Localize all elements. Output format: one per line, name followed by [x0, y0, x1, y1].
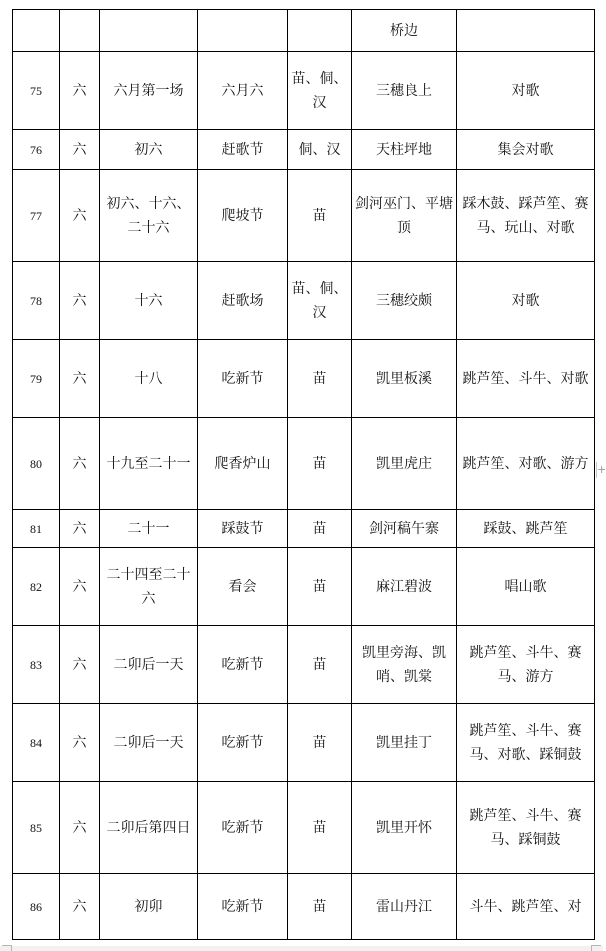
cell-no: 81 [13, 510, 60, 548]
cell-ethnic: 苗 [288, 874, 352, 940]
cell-date: 初六、十六、二十六 [100, 170, 198, 262]
cell-activity: 跳芦笙、斗牛、赛马、踩铜鼓 [457, 782, 595, 874]
cell-location: 雷山丹江 [352, 874, 457, 940]
table-row-85 [13, 782, 595, 874]
cell-activity: 对歌 [457, 52, 595, 130]
cell-activity: 跳芦笙、斗牛、赛马、对歌、踩铜鼓 [457, 704, 595, 782]
cell-date: 初六 [100, 130, 198, 170]
cell-date: 二卯后一天 [100, 704, 198, 782]
cell-ethnic: 苗、侗、汉 [288, 52, 352, 130]
table-row-75 [13, 52, 595, 130]
cell-no: 86 [13, 874, 60, 940]
cell-no: 82 [13, 548, 60, 626]
cell-ethnic: 苗 [288, 340, 352, 418]
cell-activity: 唱山歌 [457, 548, 595, 626]
cell-location: 剑河巫门、平塘顶 [352, 170, 457, 262]
cell-no: 85 [13, 782, 60, 874]
cell-festival: 吃新节 [198, 340, 288, 418]
cell-month: 六 [60, 626, 100, 704]
cell-activity: 跳芦笙、对歌、游方 [457, 418, 595, 510]
cell-festival: 踩鼓节 [198, 510, 288, 548]
table-row-80 [13, 418, 595, 510]
cell-location: 三穗绞颇 [352, 262, 457, 340]
cell-ethnic: 苗 [288, 626, 352, 704]
cell-festival: 吃新节 [198, 704, 288, 782]
cell-month: 六 [60, 510, 100, 548]
cell-festival: 爬坡节 [198, 170, 288, 262]
cell-date: 初卯 [100, 874, 198, 940]
cell-no: 79 [13, 340, 60, 418]
cell-ethnic: 苗 [288, 704, 352, 782]
cell-month: 六 [60, 52, 100, 130]
cell-no [13, 10, 60, 52]
cell-ethnic [288, 10, 352, 52]
cell-location: 剑河稿午寨 [352, 510, 457, 548]
cell-festival: 看会 [198, 548, 288, 626]
cell-location: 凯里旁海、凯哨、凯棠 [352, 626, 457, 704]
cell-activity: 对歌 [457, 262, 595, 340]
table-row-81 [13, 510, 595, 548]
cell-date [100, 10, 198, 52]
page-corner-mark-left [2, 945, 12, 951]
cell-festival: 吃新节 [198, 874, 288, 940]
table-row-83 [13, 626, 595, 704]
cell-festival: 爬香炉山 [198, 418, 288, 510]
table-row-78 [13, 262, 595, 340]
cell-month: 六 [60, 418, 100, 510]
cell-festival: 赶歌节 [198, 130, 288, 170]
cell-location: 凯里虎庄 [352, 418, 457, 510]
cell-month: 六 [60, 704, 100, 782]
cell-ethnic: 侗、汉 [288, 130, 352, 170]
cell-location: 凯里板溪 [352, 340, 457, 418]
cell-activity: 跳芦笙、斗牛、赛马、游方 [457, 626, 595, 704]
cell-festival: 吃新节 [198, 782, 288, 874]
cell-no: 84 [13, 704, 60, 782]
cell-date: 二卯后一天 [100, 626, 198, 704]
cell-festival: 六月六 [198, 52, 288, 130]
table-row-76 [13, 130, 595, 170]
cell-location: 天柱坪地 [352, 130, 457, 170]
cell-ethnic: 苗 [288, 510, 352, 548]
cell-festival: 吃新节 [198, 626, 288, 704]
cell-month: 六 [60, 874, 100, 940]
cell-activity: 踩木鼓、踩芦笙、赛马、玩山、对歌 [457, 170, 595, 262]
cell-no: 77 [13, 170, 60, 262]
cell-location: 凯里挂丁 [352, 704, 457, 782]
cell-location: 麻江碧波 [352, 548, 457, 626]
cell-date: 十六 [100, 262, 198, 340]
cell-activity: 踩鼓、跳芦笙 [457, 510, 595, 548]
cell-activity: 集会对歌 [457, 130, 595, 170]
page-corner-mark-right [591, 945, 601, 951]
table-row-continued [13, 10, 595, 52]
add-row-icon[interactable]: + [597, 463, 606, 476]
cell-no: 80 [13, 418, 60, 510]
cell-date: 二十一 [100, 510, 198, 548]
festival-table [12, 9, 595, 940]
cell-location: 桥边 [352, 10, 457, 52]
cell-ethnic: 苗 [288, 170, 352, 262]
cell-month: 六 [60, 262, 100, 340]
cell-ethnic: 苗、侗、汉 [288, 262, 352, 340]
cell-activity: 斗牛、跳芦笙、对 [457, 874, 595, 940]
cell-date: 六月第一场 [100, 52, 198, 130]
cell-no: 76 [13, 130, 60, 170]
cell-location: 凯里开怀 [352, 782, 457, 874]
cell-ethnic: 苗 [288, 418, 352, 510]
cell-no: 83 [13, 626, 60, 704]
cell-festival [198, 10, 288, 52]
table-row-86 [13, 874, 595, 940]
cell-activity: 跳芦笙、斗牛、对歌 [457, 340, 595, 418]
cell-month: 六 [60, 782, 100, 874]
cell-activity [457, 10, 595, 52]
cell-festival: 赶歌场 [198, 262, 288, 340]
cell-date: 二卯后第四日 [100, 782, 198, 874]
cell-no: 75 [13, 52, 60, 130]
cell-month [60, 10, 100, 52]
table-row-77 [13, 170, 595, 262]
cell-month: 六 [60, 170, 100, 262]
table-row-79 [13, 340, 595, 418]
cell-date: 十八 [100, 340, 198, 418]
cell-location: 三穗良上 [352, 52, 457, 130]
cell-ethnic: 苗 [288, 548, 352, 626]
cell-month: 六 [60, 340, 100, 418]
table-row-82 [13, 548, 595, 626]
table-row-84 [13, 704, 595, 782]
cell-date: 二十四至二十六 [100, 548, 198, 626]
page-gap [0, 946, 603, 951]
cell-no: 78 [13, 262, 60, 340]
cell-date: 十九至二十一 [100, 418, 198, 510]
cell-month: 六 [60, 130, 100, 170]
cell-ethnic: 苗 [288, 782, 352, 874]
cell-month: 六 [60, 548, 100, 626]
